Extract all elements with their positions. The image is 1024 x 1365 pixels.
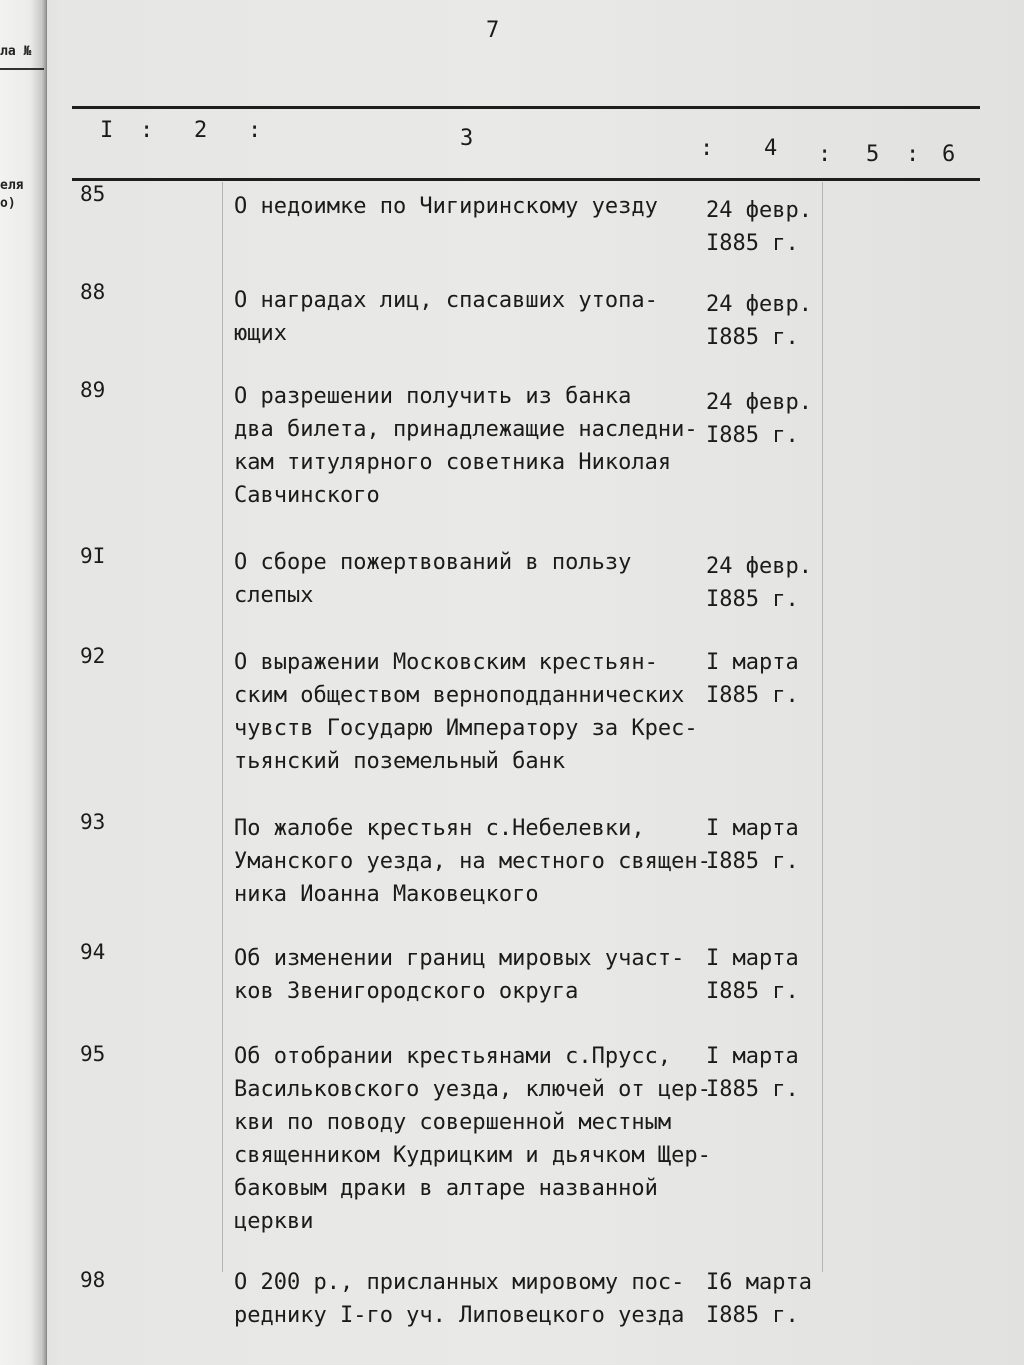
table-header-rule [72, 178, 980, 181]
column-head-4: 4 [764, 136, 778, 161]
row-title: Об отобрании крестьянами с.Прусс, Васильковского уезда, ключей от цер- кви по поводу совершенной местным священником Кудрицким и дьячком Щер- баковым драки в алтаре названной церкви [234, 1044, 711, 1234]
row-number: 88 [80, 280, 106, 304]
row-date: I марта I885 г. [706, 816, 799, 874]
row-date: I марта I885 г. [706, 650, 799, 708]
row-title: О 200 р., присланных мировому пос- реднику I-го уч. Липовецкого уезда [234, 1270, 685, 1328]
table-top-rule [72, 106, 980, 109]
row-number: 93 [80, 810, 106, 834]
row-title: О сборе пожертвований в пользу слепых [234, 550, 632, 608]
column-head-3: 3 [460, 126, 474, 151]
row-date: 24 февр. I885 г. [706, 198, 812, 256]
row-title: О наградах лиц, спасавших утопа- ющих [234, 288, 658, 346]
margin-fragment-rule [0, 68, 44, 70]
column-separator: : [140, 118, 154, 143]
margin-fragment-1: ла № [0, 44, 32, 59]
row-date: I6 марта I885 г. [706, 1270, 812, 1328]
row-date: 24 февр. I885 г. [706, 292, 812, 350]
row-number: 94 [80, 940, 106, 964]
row-number: 92 [80, 644, 106, 668]
row-number: 9I [80, 544, 106, 568]
page-number: 7 [486, 18, 500, 43]
column-head-1: I [100, 118, 114, 143]
column-separator: : [906, 142, 920, 167]
row-number: 85 [80, 182, 106, 206]
column-separator: : [700, 136, 714, 161]
row-title: О разрешении получить из банка два билета, принадлежащие наследни- кам титулярного советника Николая Савчинского [234, 384, 698, 508]
row-number: 95 [80, 1042, 106, 1066]
row-date: 24 февр. I885 г. [706, 390, 812, 448]
column-head-6: 6 [942, 142, 956, 167]
column-divider [222, 182, 223, 1272]
column-separator: : [248, 118, 262, 143]
row-date: 24 февр. I885 г. [706, 554, 812, 612]
column-head-5: 5 [866, 142, 880, 167]
row-date: I марта I885 г. [706, 1044, 799, 1102]
column-head-2: 2 [194, 118, 208, 143]
margin-fragment-2: еля [0, 178, 24, 193]
row-title: Об изменении границ мировых участ- ков Звенигородского округа [234, 946, 685, 1004]
row-number: 89 [80, 378, 106, 402]
row-title: По жалобе крестьян с.Небелевки, Уманского уезда, на местного священ- ника Иоанна Маковецкого [234, 816, 711, 907]
row-number: 98 [80, 1268, 106, 1292]
margin-fragment-3: о) [0, 196, 16, 211]
row-date: I марта I885 г. [706, 946, 799, 1004]
column-separator: : [818, 142, 832, 167]
row-title: О выражении Московским крестьян- ским обществом верноподданнических чувств Государю Императору за Крес- тьянский поземельный банк [234, 650, 698, 774]
row-title: О недоимке по Чигиринскому уезду [234, 194, 658, 219]
